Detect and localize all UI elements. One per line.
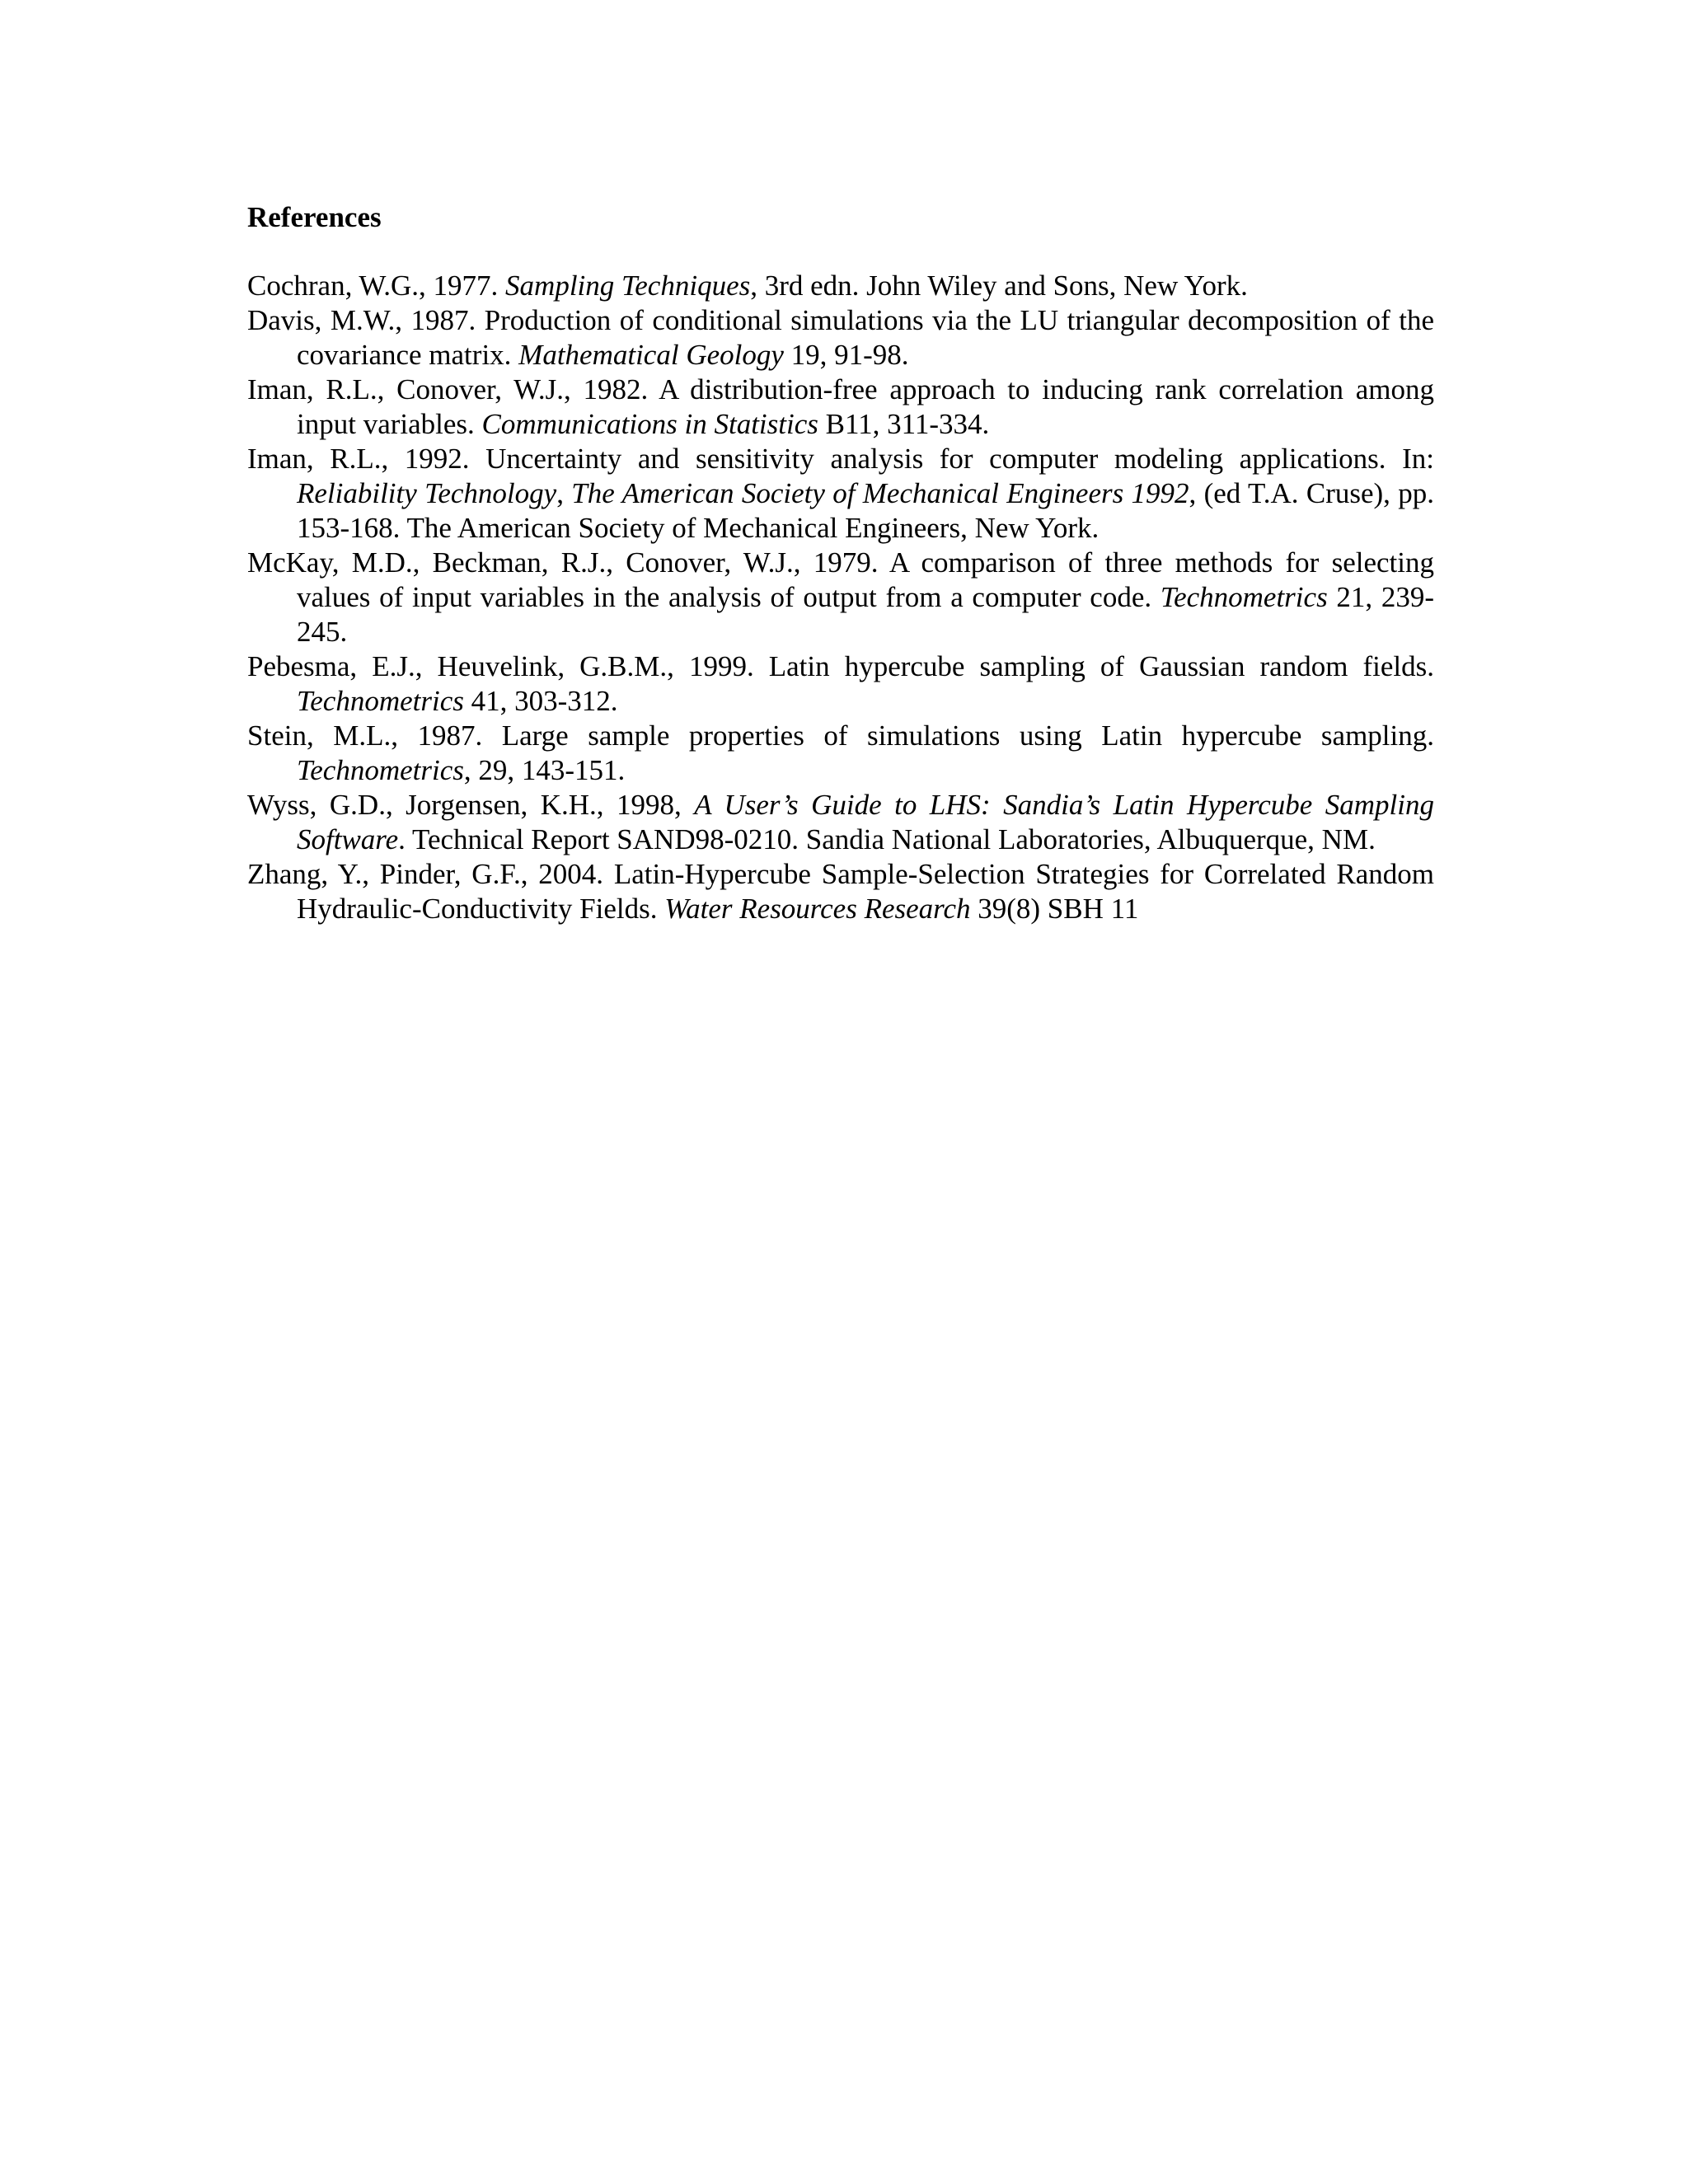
reference-text: Wyss, G.D., Jorgensen, K.H., 1998, [247,789,695,821]
reference-italic: Communications in Statistics [481,408,818,440]
reference-item [247,719,1434,788]
reference-italic: Technometrics [297,754,464,786]
reference-text: Iman, R.L., Conover, W.J., 1982. A distribution-free approach to inducing rank correlation among input variables. [247,373,1434,440]
reference-text: , [556,477,572,509]
reference-item [247,269,1434,303]
reference-list [247,269,1434,926]
reference-italic: Reliability Technology [297,477,557,509]
reference-text: McKay, M.D., Beckman, R.J., Conover, W.J., 1979. A comparison of three methods for selecting values of input variables in the analysis of output from a computer code. [247,546,1434,613]
reference-italic: Technometrics [297,685,464,717]
reference-item [247,649,1434,719]
reference-italic: The American Society of Mechanical Engineers 1992 [571,477,1189,509]
reference-text: Stein, M.L., 1987. Large sample properties of simulations using Latin hypercube sampling. [247,719,1434,752]
reference-text: 39(8) SBH 11 [970,893,1139,925]
reference-text: , (ed T.A. Cruse), pp. 153-168. The American Society of Mechanical Engineers, New York. [297,477,1435,544]
reference-text: Pebesma, E.J., Heuvelink, G.B.M., 1999. Latin hypercube sampling of Gaussian random fields. [247,650,1434,682]
reference-text: Davis, M.W., 1987. Production of conditional simulations via the LU triangular decomposition of the covariance matrix. [247,304,1434,371]
reference-item [247,546,1434,649]
reference-italic: Water Resources Research [664,893,971,925]
reference-text: B11, 311-334. [818,408,990,440]
reference-italic: Mathematical Geology [518,339,784,371]
reference-text: , 29, 143-151. [463,754,626,786]
reference-text: Iman, R.L., 1992. Uncertainty and sensitivity analysis for computer modeling applications. In: [247,443,1434,475]
reference-text: 41, 303-312. [463,685,618,717]
reference-text: Zhang, Y., Pinder, G.F., 2004. Latin-Hypercube Sample-Selection Strategies for Correlated Random Hydraulic-Conductivity Fields. [247,858,1434,925]
references-heading: References [247,201,382,233]
reference-text: Cochran, W.G., 1977. [247,269,506,302]
reference-italic: A User’s Guide to LHS: Sandia’s Latin Hypercube Sampling Software [297,789,1434,855]
reference-text: . Technical Report SAND98-0210. Sandia National Laboratories, Albuquerque, NM. [398,823,1376,855]
reference-item [247,788,1434,857]
reference-text: 21, 239-245. [297,581,1434,648]
reference-item [247,373,1434,442]
reference-item [247,857,1434,926]
reference-text: , 3rd edn. John Wiley and Sons, New York. [750,269,1248,302]
reference-item [247,442,1434,546]
reference-italic: Sampling Techniques [505,269,751,302]
reference-text: 19, 91-98. [783,339,909,371]
reference-italic: Technometrics [1160,581,1328,613]
reference-item [247,303,1434,373]
